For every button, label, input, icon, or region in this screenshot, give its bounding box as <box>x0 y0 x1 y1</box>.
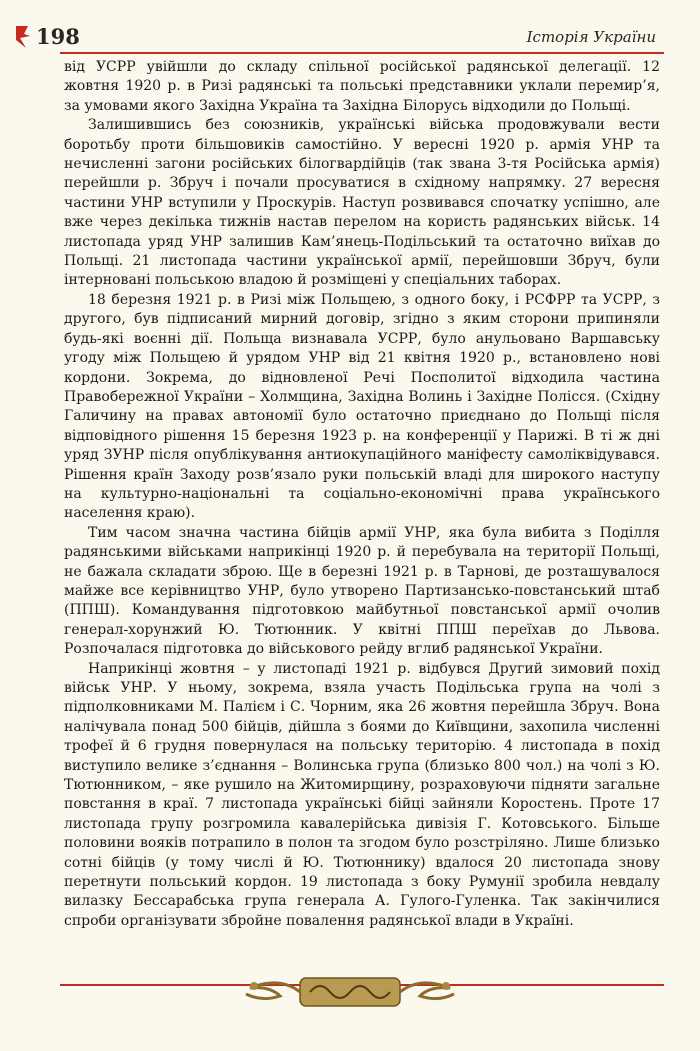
paragraph: Наприкінці жовтня – у листопаді 1921 р. відбувся Другий зимовий похід військ УНР. У ньому, зокрема, взяла участь Подільська група на чолі з підполковниками М. Палієм і С. Чорним, яка 26 жовтня перейшла Збруч. Вона налічувала понад 500 бійців, дійшла з боями до Київщини, захопила численні трофеї й 6 грудня повернулася на польську територію. 4 листопада в похід виступило велике з’єднання – Волинська група (близько 800 чол.) на чолі з Ю. Тютюнником, – яке рушило на Житомирщину, розраховуючи підняти загальне повстання в краї. 7 листопада українські бійці зайняли Коростень. Проте 17 листопада групу розгромила кавалерійська дивізія Г. Котовського. Більше половини вояків потрапило в полон та згодом було розстріляно. Лише близько сотні бійців (у тому числі й Ю. Тютюннику) вдалося 20 листопада знову перетнути польський кордон. 19 листопада з боку Румунії зробила невдалу вилазку Бессарабська група генерала А. Гулого-Гуленка. Так закінчилися спроби організувати збройне повалення радянської влади в Україні. <box>64 660 660 929</box>
paragraph: Залишившись без союзників, українські війська продовжували вести боротьбу проти більшовиків самостійно. У вересні 1920 р. армія УНР та нечисленні загони російських білогвардійців (так звана 3-тя Російська армія) перейшли р. Збруч і почали просуватися в східному напрямку. 27 вересня частини УНР вступили у Проскурів. Наступ розвивався спочатку успішно, але вже через декілька тижнів настав перелом на користь радянських військ. 14 листопада уряд УНР залишив Кам’янець-Подільський та остаточно виїхав до Польщі. 21 листопада частини української армії, перейшовши Збруч, були інтерновані польською владою й розміщені у спеціальних таборах. <box>64 117 660 289</box>
page-body <box>64 58 660 931</box>
paragraph: від УСРР увійшли до складу спільної російської радянської делегації. 12 жовтня 1920 р. в Ризі радянські та польські представники уклали перемир’я, за умовами якого Західна Україна та Західна Білорусь відходили до Польщі. <box>64 59 660 114</box>
ornament-icon <box>230 972 470 1012</box>
page-footer <box>0 970 700 1030</box>
paragraph: Тим часом значна частина бійців армії УНР, яка була вибита з Поділля радянськими військами наприкінці 1920 р. й перебувала на території Польщі, не бажала складати зброю. Ще в березні 1921 р. в Тарнові, де розташувалося майже все керівництво УНР, було утворено Партизансько-повстанський штаб (ППШ). Командування підготовкою майбутньої повстанської армії очолив генерал-хорунжий Ю. Тютюнник. У квітні ППШ переїхав до Львова. Розпочалася підготовка до військового рейду вглиб радянської України. <box>64 524 660 658</box>
page-number: 198 <box>36 24 80 49</box>
book-title: Історія України <box>526 28 656 46</box>
bookmark-ribbon-icon <box>14 24 32 50</box>
header-rule <box>60 52 664 54</box>
paragraph: 18 березня 1921 р. в Ризі між Польщею, з одного боку, і РСФРР та УСРР, з другого, був підписаний мирний договір, згідно з яким сторони припиняли будь-які воєнні дії. Польща визнавала УСРР, було анульовано Варшавську угоду між Польщею й урядом УНР від 21 квітня 1920 р., встановлено нові кордони. Зокрема, до відновленої Речі Посполитої відходила частина Правобережної України – Холмщина, Західна Волинь і Західне Полісся. (Східну Галичину на правах автономії було остаточно приєднано до Польщі після відповідного рішення 15 березня 1923 р. на конференції у Парижі. В ті ж дні уряд ЗУНР після опублікування антиокупаційного маніфесту самоліквідувався. Рішення країн Заходу розв’язало руки польській владі для широкого наступу на культурно-національні та соціально-економічні права українського населення краю). <box>64 291 660 522</box>
page-header <box>0 0 700 54</box>
